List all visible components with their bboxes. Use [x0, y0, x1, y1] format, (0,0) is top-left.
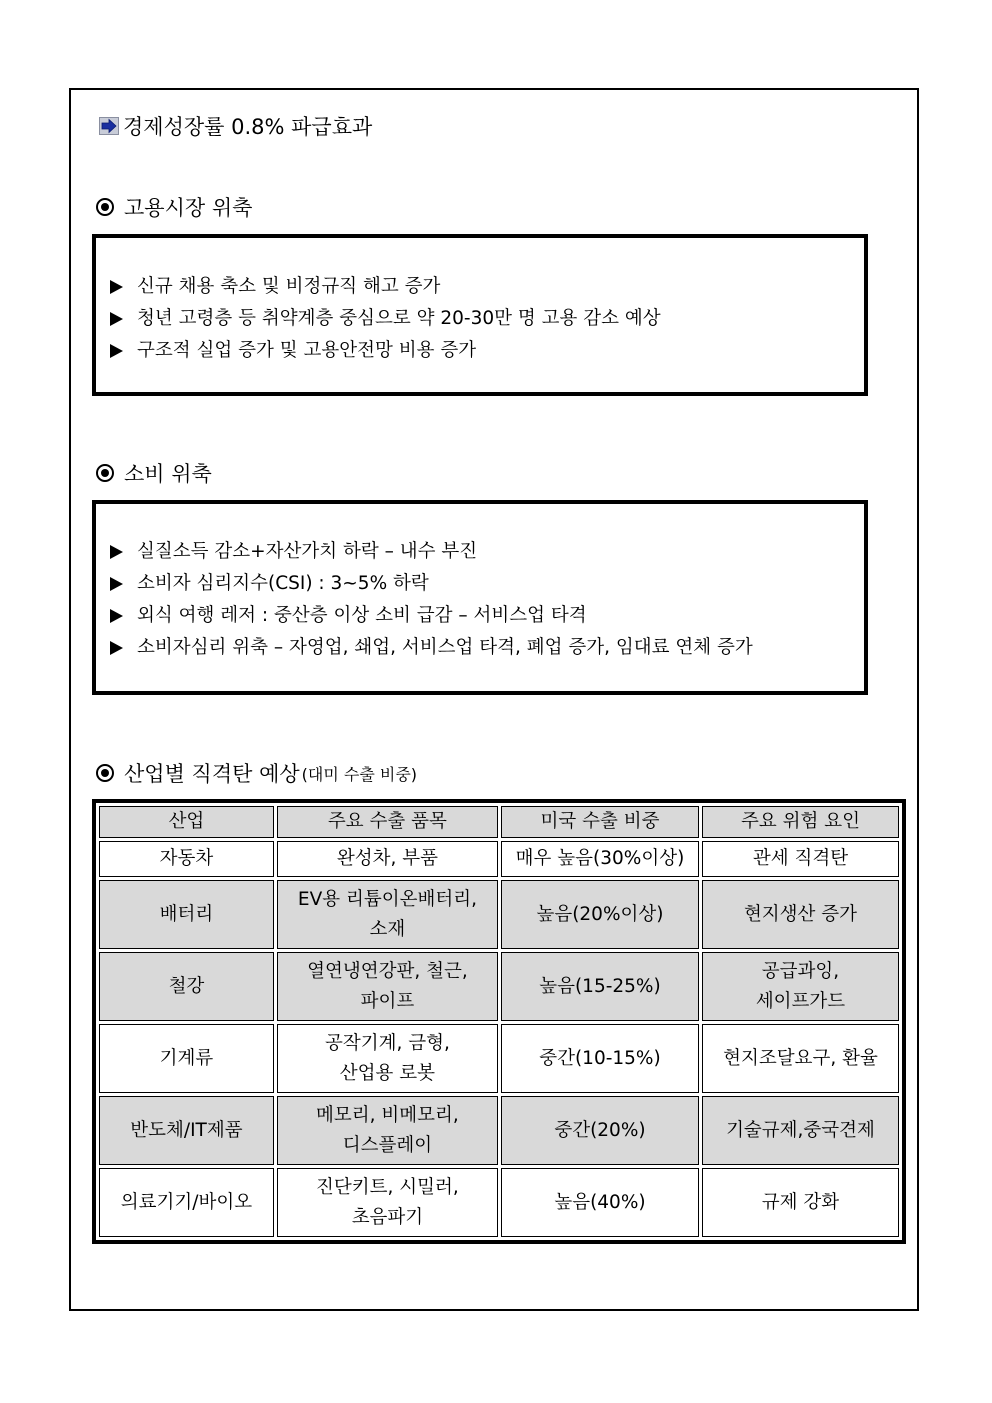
column-header: 미국 수출 비중 [501, 806, 699, 838]
table-header-row [99, 806, 899, 838]
page-title [99, 111, 372, 141]
arrow-right-box-icon [99, 117, 119, 135]
table-row: 반도체/IT제품 메모리, 비메모리, 디스플레이 중간(20%) 기술규제,중국견제 [99, 1096, 899, 1165]
column-header: 주요 수출 품목 [277, 806, 498, 838]
triangle-bullet-icon [110, 609, 123, 623]
list-item: 소비자 심리지수(CSI) : 3~5% 하락 [110, 568, 753, 600]
table-row: 철강 열연냉연강판, 철근, 파이프 높음(15-25%) 공급과잉, 세이프가드 [99, 952, 899, 1021]
triangle-bullet-icon [110, 577, 123, 591]
list-item: 신규 채용 축소 및 비정규직 해고 증가 [110, 271, 661, 303]
column-header: 주요 위험 요인 [702, 806, 899, 838]
section-heading-industry: 산업별 직격탄 예상 (대미 수출 비중) [96, 758, 417, 788]
triangle-bullet-icon [110, 641, 123, 655]
bullseye-icon [96, 464, 114, 482]
table-row: 자동차 완성차, 부품 매우 높음(30%이상) 관세 직격탄 [99, 841, 899, 877]
bullseye-icon [96, 198, 114, 216]
section-heading-consumption: 소비 위축 [96, 458, 212, 488]
list-item: 소비자심리 위축 – 자영업, 쇄업, 서비스업 타격, 폐업 증가, 임대료 연체 증가 [110, 632, 753, 664]
list-item: 실질소득 감소+자산가치 하락 – 내수 부진 [110, 536, 753, 568]
table-row: 기계류 공작기계, 금형, 산업용 로봇 중간(10-15%) 현지조달요구, 환율 [99, 1024, 899, 1093]
list-item: 외식 여행 레저 : 중산층 이상 소비 급감 – 서비스업 타격 [110, 600, 753, 632]
list-item: 청년 고령층 등 취약계층 중심으로 약 20-30만 명 고용 감소 예상 [110, 303, 661, 335]
column-header: 산업 [99, 806, 274, 838]
triangle-bullet-icon [110, 280, 123, 294]
list-item: 구조적 실업 증가 및 고용안전망 비용 증가 [110, 335, 661, 367]
industry-table [92, 799, 906, 1244]
table-row: 배터리 EV용 리튬이온배터리, 소재 높음(20%이상) 현지생산 증가 [99, 880, 899, 949]
employment-box [92, 234, 868, 396]
consumption-box [92, 500, 868, 695]
bullseye-icon [96, 764, 114, 782]
table-row: 의료기기/바이오 진단키트, 시밀러, 초음파기 높음(40%) 규제 강화 [99, 1168, 899, 1237]
section-heading-employment: 고용시장 위축 [96, 192, 252, 222]
page-title-text: 경제성장률 0.8% 파급효과 [123, 115, 373, 139]
triangle-bullet-icon [110, 312, 123, 326]
triangle-bullet-icon [110, 344, 123, 358]
triangle-bullet-icon [110, 545, 123, 559]
